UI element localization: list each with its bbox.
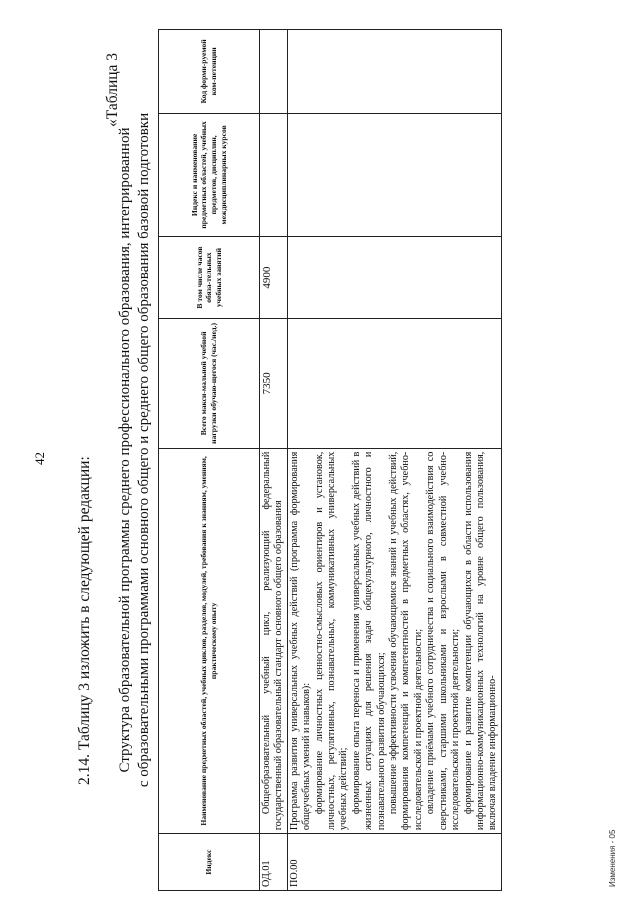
amendment-intro: 2.14. Таблицу 3 изложить в следующей редакции:	[76, 456, 93, 785]
table-header-row	[159, 30, 260, 891]
row-mandatory-hours: 4900	[260, 237, 288, 319]
table-row	[260, 30, 288, 891]
table-caption-line-1: Структура образовательной программы среднего профессионального образования, интегрированной	[117, 127, 133, 773]
row-name-paragraph: овладение приёмами учебного сотрудничества и социального взаимодействия со сверстниками, старшими школьниками и взрослыми в совместной учебно-исследовательской и проектной деятельности;	[425, 451, 462, 831]
row-max-load	[287, 319, 501, 449]
header-index: Индекс	[159, 834, 260, 891]
row-name	[287, 448, 501, 833]
row-index: ОД.01	[260, 834, 288, 891]
header-max-load: Всего макси-мальной учебной нагрузки обучаю-щегося (час./нед.)	[159, 319, 260, 449]
table-row	[287, 30, 501, 891]
row-subjects	[287, 113, 501, 236]
table-caption-line-2: с образовательными программами основного общего и среднего общего образования базовой подготовки	[136, 112, 152, 788]
header-subjects: Индекс и наименование предметных областей, учебных предметов, дисциплин, междисциплинарных курсов	[159, 113, 260, 236]
row-competence-code	[287, 30, 501, 114]
row-subjects	[260, 113, 288, 236]
row-name-paragraph: Общеобразовательный учебный цикл, реализующий федеральный государственный образовательный стандарт основного общего образования	[261, 451, 285, 831]
row-name-paragraph: Программа развития универсальных учебных действий (программа формирования общеучебных умений и навыков):	[288, 451, 313, 831]
footer-revision: Изменения - 05	[608, 829, 617, 887]
row-mandatory-hours	[287, 237, 501, 319]
row-competence-code	[260, 30, 288, 114]
row-name-paragraph: формирование опыта переноса и применения универсальных учебных действий в жизненных ситуациях для решения задач общекультурного, личностного и познавательного развития обучающихся;	[350, 451, 387, 831]
structure-table	[158, 29, 502, 891]
row-name-paragraph: формирование личностных ценностно-смысловых ориентиров и установок, личностных, регулятивных, познавательных, коммуникативных универсальных учебных действий;	[313, 451, 350, 831]
row-name-paragraph: повышение эффективности усвоения обучающимися знаний и учебных действий, формирования компетенций и компетентностей в предметных областях, учебно-исследовательской и проектной деятельности;	[388, 451, 424, 831]
row-name	[260, 448, 288, 833]
header-mandatory-hours: В том числе часов обяза-тельных учебных занятий	[159, 237, 260, 319]
row-max-load: 7350	[260, 319, 288, 449]
header-name: Наименование предметных областей, учебных циклов, разделов, модулей, требования к знаниям, умениям, практическому опыту	[159, 448, 260, 833]
table-label: «Таблица 3	[104, 52, 121, 127]
row-name-paragraph: формирование и развитие компетенции обучающихся в области использования информационно-коммуникационных технологий на уровне общего пользования, включая владение информационно-	[462, 451, 499, 831]
row-index: ПО.00	[287, 834, 501, 891]
page-number: 42	[32, 452, 47, 465]
header-competence-code: Код форми-руемой ком-петенции	[159, 30, 260, 114]
